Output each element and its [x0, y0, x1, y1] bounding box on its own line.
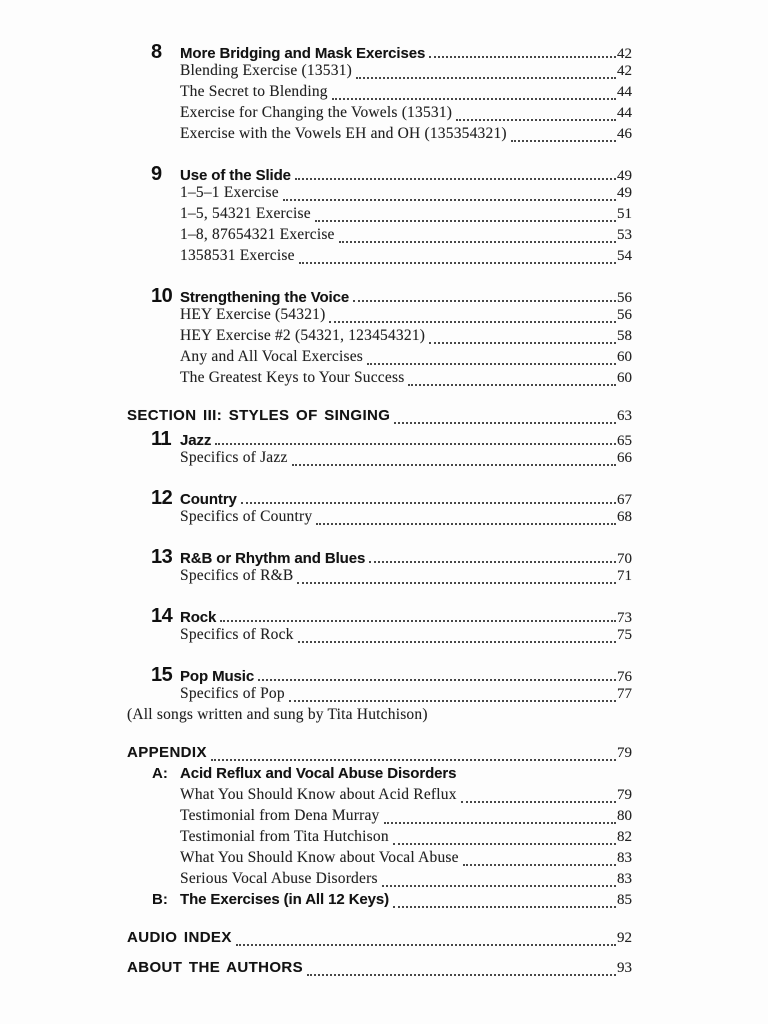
toc-page-number: 53 — [617, 227, 632, 243]
toc-page-number: 42 — [617, 63, 632, 79]
dot-leader — [289, 700, 616, 702]
toc-page-number: 77 — [617, 686, 632, 702]
toc-entry — [127, 786, 632, 807]
toc-page-number: 44 — [617, 105, 632, 121]
toc-entry — [127, 487, 632, 508]
toc-entry-label: Exercise for Changing the Vowels (13531) — [180, 104, 453, 121]
dot-leader — [463, 864, 616, 866]
dot-leader — [297, 582, 616, 584]
toc-entry — [127, 62, 632, 83]
toc-entry-label: Testimonial from Tita Hutchison — [180, 828, 389, 845]
dot-leader — [408, 384, 616, 386]
chapter-number: 11 — [151, 428, 172, 450]
toc-entry-label: R&B or Rhythm and Blues — [180, 550, 366, 567]
dot-leader — [382, 885, 616, 887]
toc-entry — [127, 247, 632, 268]
toc-page-number: 42 — [617, 46, 632, 62]
toc-entry — [127, 508, 632, 529]
toc-entry — [127, 626, 632, 647]
toc-page-number: 92 — [617, 930, 632, 946]
dot-leader — [429, 342, 616, 344]
toc-entry-label: The Exercises (in All 12 Keys) — [180, 891, 390, 908]
dot-leader — [461, 801, 616, 803]
toc-entry — [127, 567, 632, 588]
toc-page-number: 63 — [617, 408, 632, 424]
toc-page-number: 93 — [617, 960, 632, 976]
chapter-number: 8 — [151, 41, 162, 63]
dot-leader — [456, 119, 616, 121]
toc-entry-label: APPENDIX — [127, 744, 207, 761]
toc-entry — [127, 664, 632, 685]
dot-leader — [211, 759, 616, 761]
toc-page-number: 58 — [617, 328, 632, 344]
chapter-number: 14 — [151, 605, 173, 627]
toc-entry — [127, 226, 632, 247]
chapter-number: 13 — [151, 546, 173, 568]
toc-entry-label: 1–8, 87654321 Exercise — [180, 226, 335, 243]
toc-entry-label: ABOUT THE AUTHORS — [127, 959, 304, 976]
toc-page-number: 56 — [617, 307, 632, 323]
appendix-letter: A: — [152, 765, 168, 782]
toc-entry — [127, 849, 632, 870]
toc-entry-label: Strengthening the Voice — [180, 289, 350, 306]
toc-page-number: 65 — [617, 433, 632, 449]
toc-page-number: 54 — [617, 248, 632, 264]
toc-page-number: 60 — [617, 370, 632, 386]
chapter-number: 9 — [151, 163, 162, 185]
chapter-number: 12 — [151, 487, 173, 509]
toc-page-number: 49 — [617, 185, 632, 201]
toc-entry-label: What You Should Know about Acid Reflux — [180, 786, 457, 803]
toc-entry — [127, 807, 632, 828]
toc-entry-label: Specifics of Pop — [180, 685, 285, 702]
dot-leader — [394, 422, 616, 424]
toc-entry — [127, 546, 632, 567]
dot-leader — [236, 944, 616, 946]
dot-leader — [316, 523, 616, 525]
toc-page-number: 49 — [617, 168, 632, 184]
toc-page-number: 80 — [617, 808, 632, 824]
dot-leader — [367, 363, 616, 365]
toc-page-number: 70 — [617, 551, 632, 567]
dot-leader — [258, 679, 616, 681]
toc-entry — [127, 306, 632, 327]
toc-page-number: 60 — [617, 349, 632, 365]
toc-entry — [127, 327, 632, 348]
toc-entry — [127, 870, 632, 891]
toc-page-number: 79 — [617, 787, 632, 803]
dot-leader — [353, 300, 616, 302]
toc-page-number: 66 — [617, 450, 632, 466]
dot-leader — [220, 620, 616, 622]
toc-page-number: 44 — [617, 84, 632, 100]
toc-entry — [127, 929, 632, 950]
toc-page-number: 51 — [617, 206, 632, 222]
toc-entry-label: Acid Reflux and Vocal Abuse Disorders — [180, 765, 457, 782]
toc-entry-label: What You Should Know about Vocal Abuse — [180, 849, 459, 866]
toc-entry — [127, 959, 632, 980]
toc-entry-label: (All songs written and sung by Tita Hutchison) — [127, 706, 428, 723]
toc-page-number: 83 — [617, 850, 632, 866]
dot-leader — [292, 464, 616, 466]
toc-entry-label: 1–5–1 Exercise — [180, 184, 279, 201]
dot-leader — [215, 443, 616, 445]
dot-leader — [295, 178, 616, 180]
toc-page-number: 71 — [617, 568, 632, 584]
toc-entry — [127, 348, 632, 369]
dot-leader — [332, 98, 616, 100]
toc-page-number: 79 — [617, 745, 632, 761]
toc-entry — [127, 83, 632, 104]
toc-entry-label: 1–5, 54321 Exercise — [180, 205, 311, 222]
toc-entry — [127, 205, 632, 226]
toc-entry-label: SECTION III: STYLES OF SINGING — [127, 407, 391, 424]
toc-entry — [127, 285, 632, 306]
toc-page-number: 85 — [617, 892, 632, 908]
table-of-contents — [127, 41, 632, 980]
chapter-number: 15 — [151, 664, 173, 686]
toc-entry-label: HEY Exercise #2 (54321, 123454321) — [180, 327, 426, 344]
toc-entry — [127, 104, 632, 125]
toc-entry — [127, 407, 632, 428]
dot-leader — [429, 56, 616, 58]
toc-entry-label: Country — [180, 491, 237, 508]
dot-leader — [511, 140, 616, 142]
toc-entry-label: Jazz — [180, 432, 212, 449]
toc-entry-label: Any and All Vocal Exercises — [180, 348, 364, 365]
toc-page-number: 75 — [617, 627, 632, 643]
toc-entry — [127, 765, 632, 786]
toc-page-number: 73 — [617, 610, 632, 626]
dot-leader — [315, 220, 616, 222]
dot-leader — [307, 974, 616, 976]
toc-entry — [127, 125, 632, 146]
toc-entry-label: AUDIO INDEX — [127, 929, 232, 946]
dot-leader — [393, 843, 616, 845]
toc-entry — [127, 706, 632, 727]
dot-leader — [299, 262, 616, 264]
toc-entry — [127, 605, 632, 626]
dot-leader — [298, 641, 616, 643]
toc-entry-label: Serious Vocal Abuse Disorders — [180, 870, 378, 887]
toc-entry-label: Specifics of R&B — [180, 567, 294, 584]
chapter-number: 10 — [151, 285, 173, 307]
dot-leader — [283, 199, 616, 201]
toc-entry-label: More Bridging and Mask Exercises — [180, 45, 426, 62]
toc-entry — [127, 163, 632, 184]
toc-entry — [127, 41, 632, 62]
toc-entry — [127, 744, 632, 765]
toc-page-number: 67 — [617, 492, 632, 508]
toc-entry-label: Rock — [180, 609, 217, 626]
toc-page-number: 83 — [617, 871, 632, 887]
dot-leader — [339, 241, 616, 243]
toc-entry-label: Pop Music — [180, 668, 255, 685]
toc-entry — [127, 184, 632, 205]
toc-entry-label: The Greatest Keys to Your Success — [180, 369, 405, 386]
dot-leader — [369, 561, 616, 563]
toc-entry-label: Blending Exercise (13531) — [180, 62, 353, 79]
appendix-letter: B: — [152, 891, 168, 908]
toc-entry — [127, 369, 632, 390]
toc-entry-label: Specifics of Rock — [180, 626, 294, 643]
toc-page-number: 56 — [617, 290, 632, 306]
toc-entry-label: Specifics of Country — [180, 508, 313, 525]
toc-page-number: 68 — [617, 509, 632, 525]
toc-entry-label: Testimonial from Dena Murray — [180, 807, 380, 824]
toc-entry — [127, 428, 632, 449]
toc-page-number: 46 — [617, 126, 632, 142]
toc-entry-label: Use of the Slide — [180, 167, 291, 184]
toc-entry — [127, 828, 632, 849]
toc-page-number: 76 — [617, 669, 632, 685]
dot-leader — [356, 77, 616, 79]
toc-entry-label: Specifics of Jazz — [180, 449, 288, 466]
toc-entry-label: 1358531 Exercise — [180, 247, 295, 264]
dot-leader — [241, 502, 616, 504]
dot-leader — [384, 822, 616, 824]
toc-entry — [127, 891, 632, 912]
toc-entry-label: Exercise with the Vowels EH and OH (135354321) — [180, 125, 507, 142]
toc-page-number: 82 — [617, 829, 632, 845]
toc-entry — [127, 685, 632, 706]
toc-entry-label: HEY Exercise (54321) — [180, 306, 326, 323]
dot-leader — [329, 321, 616, 323]
toc-entry — [127, 449, 632, 470]
toc-entry-label: The Secret to Blending — [180, 83, 328, 100]
dot-leader — [393, 906, 616, 908]
